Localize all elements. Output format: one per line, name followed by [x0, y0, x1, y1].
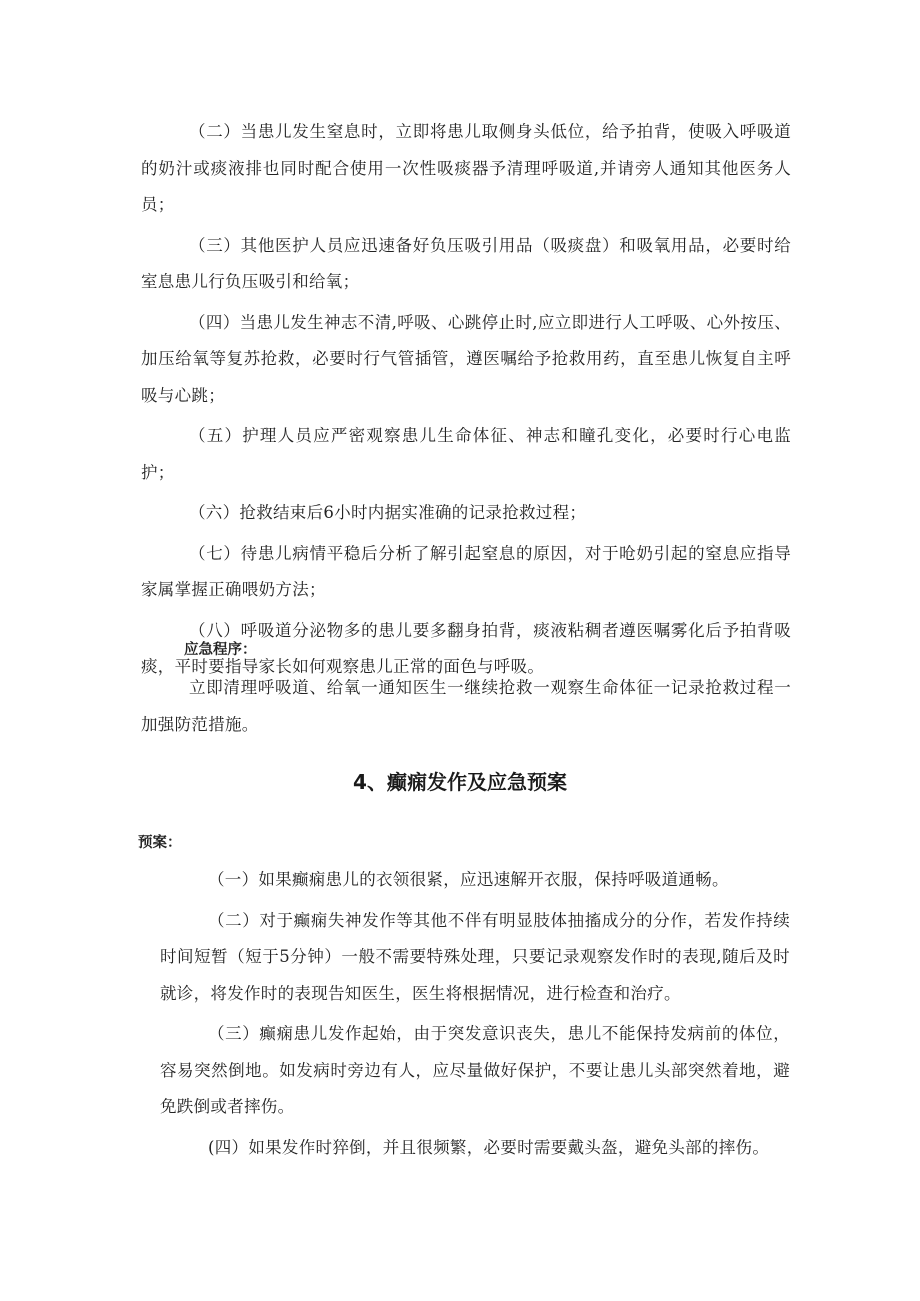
emergency-procedure-heading: 应急程序： — [184, 642, 257, 658]
emergency-procedure-text: 立即清理呼吸道、给氧一通知医生一继续抢救一观察生命体征一记录抢救过程一加强防范措施。 — [141, 678, 791, 734]
plan-paragraph-4: (四）如果发作时猝倒，并且很频繁，必要时需要戴头盔，避免头部的摔伤。 — [208, 1137, 770, 1157]
measure-paragraph-4: （四）当患儿发生神志不清,呼吸、心跳停止时,应立即进行人工呼吸、心外按压、加压给氧等复苏抢救，必要时行气管插管，遵医嘱给予抢救用药，直至患儿恢复自主呼吸与心跳； — [141, 312, 791, 405]
plan-paragraph-1: （一）如果癫痫患儿的衣领很紧，应迅速解开衣服，保持呼吸道通畅。 — [208, 870, 729, 889]
emergency-procedure — [141, 670, 791, 747]
plan-paragraph-3: （三）癫痫患儿发作起始，由于突发意识丧失，患儿不能保持发病前的体位，容易突然倒地。如发病时旁边有人，应尽量做好保护，不要让患儿头部突然着地，避免跌倒或者摔伤。 — [160, 1024, 790, 1116]
measure-paragraph-3: （三）其他医护人员应迅速备好负压吸引用品（吸痰盘）和吸氧用品，必要时给室息患儿行负压吸引和给氧； — [141, 235, 791, 291]
measure-paragraph-5: （五）护理人员应严密观察患儿生命体征、神志和瞳孔变化，必要时行心电监护； — [141, 426, 791, 482]
plan-paragraph-2: （二）对于癫痫失神发作等其他不伴有明显肢体抽搐成分的分作，若发作持续时间短暂（短于5分钟）一般不需要特殊处理，只要记录观察发作时的表现,随后及时就诊，将发作时的表现告知医生，医生将根据情况，进行检查和治疗。 — [160, 910, 790, 1003]
plan-heading: 预案： — [138, 835, 182, 851]
measure-paragraph-2: （二）当患儿发生窒息时，立即将患儿取侧身头低位，给予拍背，使吸入呼吸道的奶汁或痰液排也同时配合使用一次性吸痰器予清理呼吸道,并请旁人通知其他医务人员； — [141, 122, 791, 214]
section-title: 4、癫痫发作及应急预案 — [353, 770, 567, 794]
measure-paragraph-6: （六）抢救结束后6小时内据实准确的记录抢救过程； — [189, 503, 587, 522]
epilepsy-plan — [160, 862, 790, 1170]
suffocation-measures — [141, 114, 791, 690]
measure-paragraph-8: （八）呼吸道分泌物多的患儿要多翻身拍背，痰液粘稠者遵医嘱雾化后予拍背吸痰，平时要指导家长如何观察患儿正常的面色与呼吸。 — [141, 620, 791, 676]
measure-paragraph-7: （七）待患儿病情平稳后分析了解引起窒息的原因，对于呛奶引起的窒息应指导家属掌握正确喂奶方法； — [141, 543, 791, 599]
